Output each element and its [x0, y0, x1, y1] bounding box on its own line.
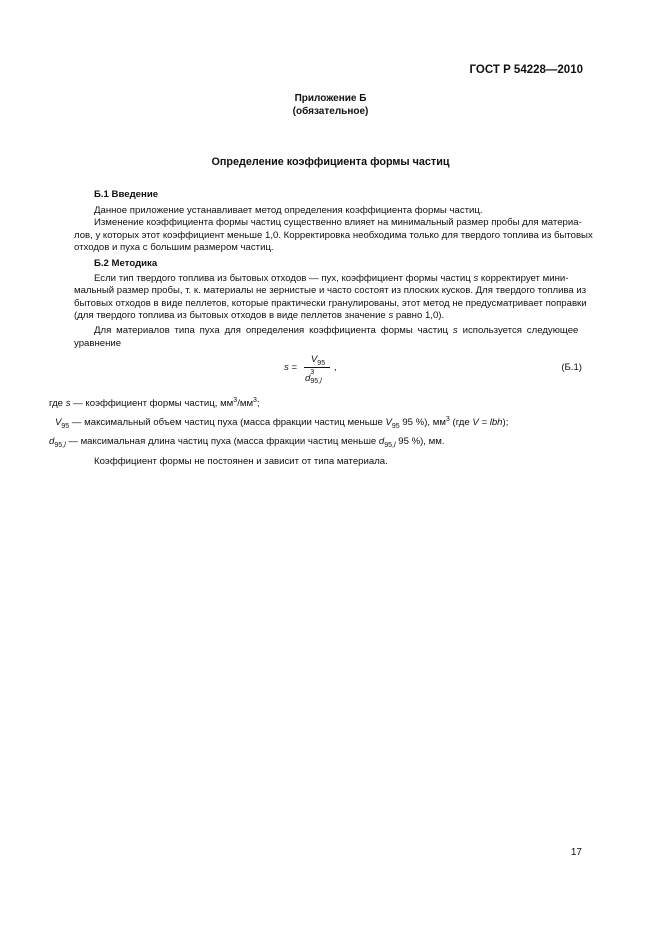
- variable-v: V: [310, 354, 318, 365]
- variable-s: s: [473, 272, 479, 284]
- definition-text: 95 %), мм: [402, 417, 446, 428]
- definition-text: коэффициент формы частиц, мм: [85, 398, 234, 409]
- equation-comma: ,: [334, 362, 337, 373]
- paragraph: [74, 272, 587, 323]
- text-span: равно 1,0).: [395, 310, 445, 322]
- closing-paragraph: Коэффициент формы не постоянен и зависит от типа материала.: [94, 456, 388, 467]
- definition-term: d: [49, 436, 55, 447]
- text-line: отходов и пуха с большим размером частиц.: [74, 242, 274, 254]
- definition-text: /мм: [237, 398, 254, 409]
- definition-text: ;: [256, 398, 260, 409]
- where-word: где: [49, 398, 64, 409]
- equation-numerator: [306, 354, 330, 367]
- section-method: [74, 258, 587, 350]
- appendix-title: Приложение Б: [294, 93, 367, 104]
- section-introduction: [74, 189, 593, 255]
- subscript: [54, 442, 65, 449]
- subscript: 95: [317, 359, 326, 367]
- section-heading: Б.2 Методика: [94, 258, 158, 269]
- paragraph: Данное приложение устанавливает метод определения коэффициента формы частиц.: [94, 204, 483, 216]
- definition-term: s: [65, 398, 71, 409]
- definition-term: V: [55, 417, 62, 428]
- subscript-l: l: [394, 441, 396, 449]
- document-standard-number: ГОСТ Р 54228—2010: [469, 64, 583, 76]
- definition-row: [49, 398, 589, 417]
- text-line: [74, 325, 584, 338]
- definition-text: 95 %), мм.: [398, 436, 445, 447]
- definition-text: (где: [452, 417, 470, 428]
- subscript-text: 95,: [310, 378, 321, 385]
- superscript: 3: [233, 396, 238, 404]
- definition-row: [49, 436, 589, 455]
- equals-sign: =: [291, 362, 298, 373]
- definitions-list: [49, 398, 589, 455]
- subscript-text: 95,: [54, 441, 65, 449]
- variable-v: V: [385, 417, 392, 428]
- definition-text: );: [502, 417, 509, 428]
- dash: —: [71, 417, 82, 428]
- variable-s: s: [388, 310, 394, 322]
- text-span: Если тип твердого топлива из бытовых отходов — пух, коэффициент формы частиц: [94, 272, 471, 284]
- paragraph: [74, 217, 593, 255]
- subscript: 95: [61, 422, 70, 430]
- definition-text: максимальная длина частиц пуха (масса фракции частиц меньше: [80, 436, 377, 447]
- text-span: корректирует мини-: [480, 272, 569, 284]
- text-line: уравнение: [74, 337, 122, 349]
- text-line: бытовых отходов в виде пеллетов, которые практически гранулированы, этот метод не предусматривает поправки: [74, 297, 587, 309]
- superscript: 3: [445, 415, 450, 423]
- definition-text: максимальный объем частиц пуха (масса фракции частиц меньше: [84, 417, 383, 428]
- variable-s: s: [284, 362, 289, 373]
- subscript: [310, 376, 321, 389]
- subscript: 95: [391, 422, 400, 430]
- text-span: Для материалов типа пуха для определения коэффициента формы частиц: [94, 324, 449, 336]
- variable-d: d: [305, 373, 311, 384]
- subscript-l: l: [320, 378, 322, 385]
- equation-lhs: [284, 362, 297, 375]
- variable-s: s: [452, 324, 458, 336]
- dash: —: [73, 398, 83, 409]
- subscript: [384, 442, 395, 449]
- appendix-heading: [0, 93, 661, 118]
- volume-formula: V = lbh: [472, 417, 503, 428]
- text-line: [74, 310, 584, 323]
- definition-row: [49, 417, 589, 436]
- variable-d: d: [378, 436, 385, 447]
- section-heading: Б.1 Введение: [94, 189, 159, 200]
- page-title: Определение коэффициента формы частиц: [211, 156, 450, 168]
- sup-sub-stack: [310, 369, 322, 385]
- text-span: (для твердого топлива из бытовых отходов в виде пеллетов значение: [74, 310, 386, 322]
- text-line: Изменение коэффициента формы частиц существенно влияет на минимальный размер пробы для материа-: [94, 217, 582, 229]
- superscript: 3: [253, 396, 257, 404]
- equation-number: (Б.1): [561, 362, 582, 373]
- equation-denominator: [305, 371, 322, 386]
- paragraph: [74, 325, 584, 350]
- text-line: [74, 273, 584, 286]
- fraction-bar: [304, 367, 330, 368]
- dash: —: [68, 436, 78, 447]
- subscript-l: l: [64, 441, 66, 449]
- page-number: 17: [570, 847, 582, 858]
- appendix-status: (обязательное): [292, 105, 369, 117]
- text-span: используется следующее: [462, 324, 579, 336]
- text-line: лов, у которых этот коэффициент меньше 1,0. Корректировка необходима только для твердого топлива из бытовых: [74, 229, 593, 241]
- superscript: 3: [310, 369, 315, 376]
- equation: [284, 354, 364, 386]
- subscript-text: 95,: [384, 441, 394, 449]
- text-line: мальный размер пробы, т. к. материалы не зернистые и часто состоят из плоских кусков. Для твердого топлива из: [74, 285, 587, 297]
